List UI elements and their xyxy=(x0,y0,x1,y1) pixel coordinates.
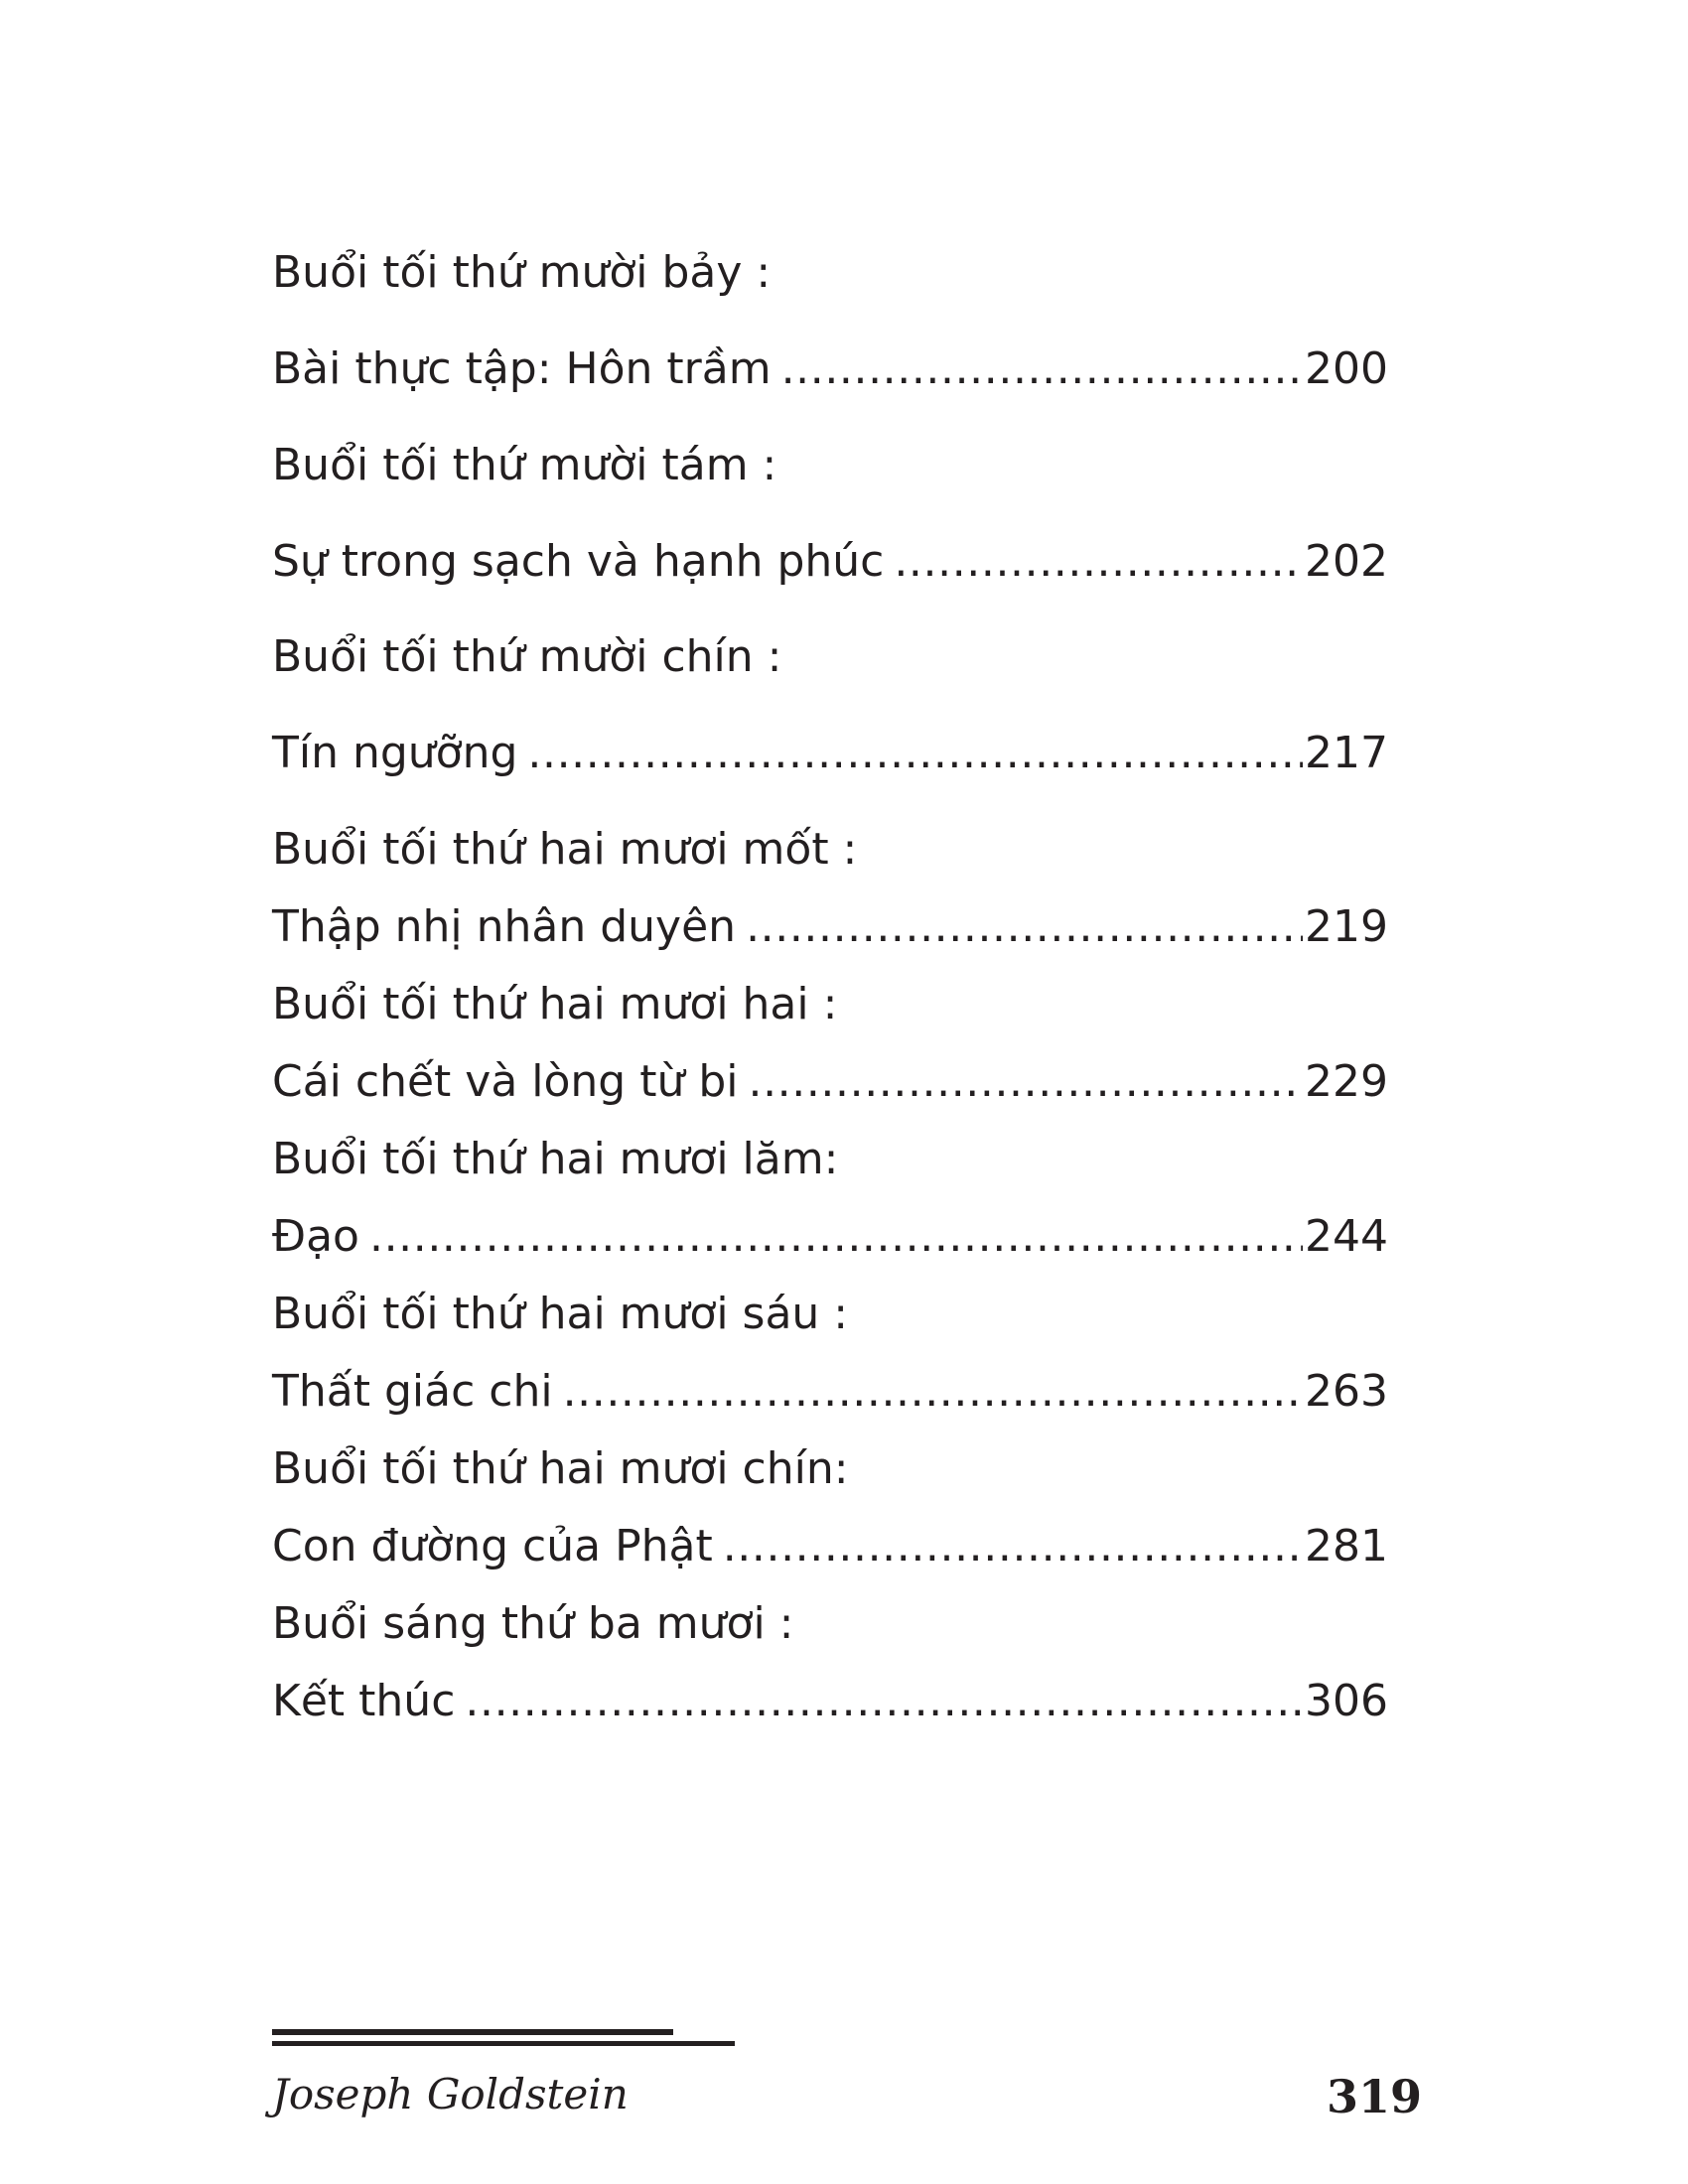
toc-heading: Buổi tối thứ mười chín : xyxy=(272,631,782,682)
toc-entry xyxy=(272,1672,1388,1731)
dot-leader xyxy=(894,532,1303,592)
toc-entry-page: 219 xyxy=(1305,901,1388,952)
dot-leader xyxy=(781,340,1303,399)
toc-entry xyxy=(272,1207,1388,1267)
toc-entry-page: 202 xyxy=(1305,536,1388,587)
dot-leader xyxy=(465,1672,1303,1731)
toc-heading: Buổi tối thứ hai mươi hai : xyxy=(272,979,838,1029)
toc-entry xyxy=(272,1052,1388,1112)
footer-page-number: 319 xyxy=(1326,2070,1422,2123)
toc-heading: Buổi sáng thứ ba mươi : xyxy=(272,1598,794,1649)
dot-leader xyxy=(746,897,1303,957)
toc-entry-page: 229 xyxy=(1305,1056,1388,1107)
toc-heading: Buổi tối thứ hai mươi lăm: xyxy=(272,1134,839,1184)
toc-entry-title: Đạo xyxy=(272,1211,359,1262)
toc-heading: Buổi tối thứ hai mươi chín: xyxy=(272,1443,849,1494)
footer-rule-thick xyxy=(272,2029,673,2035)
toc-entry-title: Con đường của Phật xyxy=(272,1521,713,1571)
toc-entry xyxy=(272,340,1388,399)
toc-heading: Buổi tối thứ mười bảy : xyxy=(272,247,772,298)
toc-entry-title: Sự trong sạch và hạnh phúc xyxy=(272,536,885,587)
toc-entry-title: Tín ngưỡng xyxy=(272,728,518,778)
toc-entry-title: Thất giác chi xyxy=(272,1366,553,1417)
dot-leader xyxy=(527,724,1303,783)
dot-leader xyxy=(723,1517,1303,1576)
toc-entry-page: 200 xyxy=(1305,343,1388,394)
toc-entry-title: Bài thực tập: Hôn trầm xyxy=(272,343,772,394)
dot-leader xyxy=(369,1207,1303,1267)
toc-entry xyxy=(272,897,1388,957)
toc-entry-page: 244 xyxy=(1305,1211,1388,1262)
footer-rule-thin xyxy=(272,2041,735,2046)
toc-entry-title: Cái chết và lòng từ bi xyxy=(272,1056,739,1107)
toc-entry-title: Kết thúc xyxy=(272,1676,456,1726)
toc-entry xyxy=(272,1362,1388,1422)
footer-author: Joseph Goldstein xyxy=(272,2070,629,2118)
toc-entry-page: 306 xyxy=(1305,1676,1388,1726)
dot-leader xyxy=(563,1362,1303,1422)
toc-entry xyxy=(272,1517,1388,1576)
toc-heading: Buổi tối thứ hai mươi sáu : xyxy=(272,1289,849,1339)
toc-entry-title: Thập nhị nhân duyên xyxy=(272,901,737,952)
toc-entry xyxy=(272,724,1388,783)
toc-heading: Buổi tối thứ mười tám : xyxy=(272,440,777,490)
toc-entry-page: 281 xyxy=(1305,1521,1388,1571)
dot-leader xyxy=(749,1052,1304,1112)
toc-entry-page: 263 xyxy=(1305,1366,1388,1417)
toc-heading: Buổi tối thứ hai mươi mốt : xyxy=(272,824,858,875)
toc-entry-page: 217 xyxy=(1305,728,1388,778)
toc-entry xyxy=(272,532,1388,592)
